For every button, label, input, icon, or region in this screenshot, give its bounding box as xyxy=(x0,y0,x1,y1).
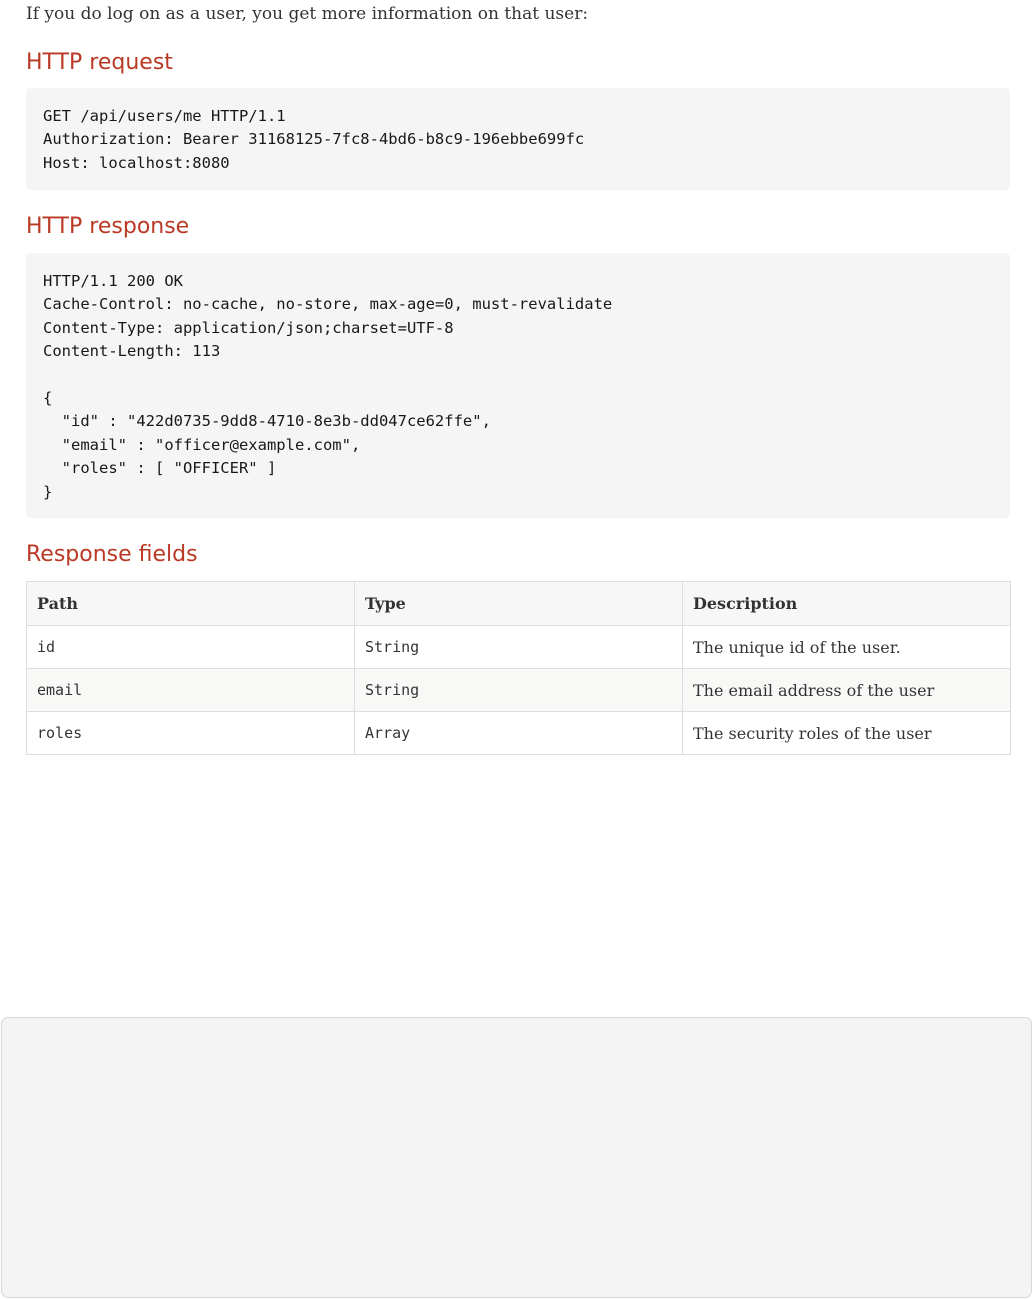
http-request-heading: HTTP request xyxy=(26,50,173,75)
field-path: email xyxy=(27,669,355,712)
field-description: The security roles of the user xyxy=(683,712,1011,755)
field-path: roles xyxy=(27,712,355,755)
http-response-heading: HTTP response xyxy=(26,214,190,239)
column-header-description: Description xyxy=(683,582,1011,626)
http-response-code: HTTP/1.1 200 OK Cache-Control: no-cache, no-store, max-age=0, must-revalidate Content-Type: application/json;charset=UTF-8 Content-Length: 113 { "id" : "422d0735-9dd8-4710-8e3b-dd047ce62ffe", "email" : "officer@example.com", "roles" : [ "OFFICER" ] } xyxy=(43,272,613,501)
table-row xyxy=(27,669,1011,712)
footer-panel xyxy=(1,1017,1032,1298)
column-header-path: Path xyxy=(27,582,355,626)
field-path: id xyxy=(27,626,355,669)
response-fields-heading: Response fields xyxy=(26,542,198,567)
table-header-row xyxy=(27,582,1011,626)
field-type: String xyxy=(355,669,683,712)
intro-paragraph: If you do log on as a user, you get more information on that user: xyxy=(26,4,589,24)
field-type: Array xyxy=(355,712,683,755)
http-response-codeblock xyxy=(26,253,1010,518)
field-description: The unique id of the user. xyxy=(683,626,1011,669)
document-content xyxy=(26,0,1010,743)
field-description: The email address of the user xyxy=(683,669,1011,712)
table-row xyxy=(27,626,1011,669)
response-fields-table xyxy=(26,581,1011,755)
http-request-code: GET /api/users/me HTTP/1.1 Authorization: Bearer 31168125-7fc8-4bd6-b8c9-196ebbe699fc Host: localhost:8080 xyxy=(43,107,585,172)
table-row xyxy=(27,712,1011,755)
http-request-codeblock xyxy=(26,88,1010,190)
field-type: String xyxy=(355,626,683,669)
column-header-type: Type xyxy=(355,582,683,626)
